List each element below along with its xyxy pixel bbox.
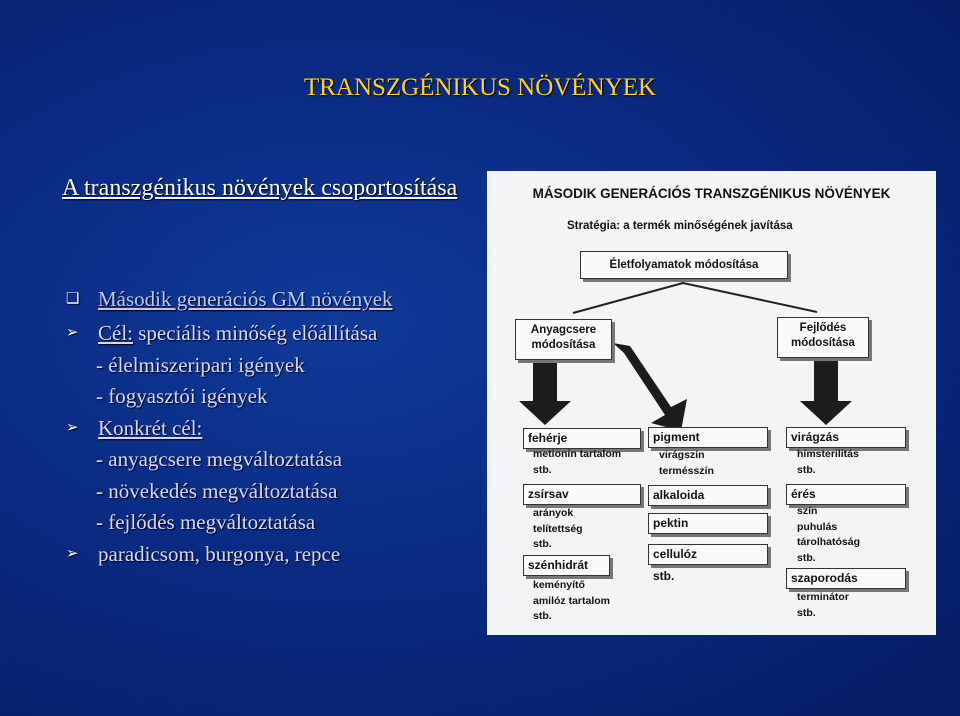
slide-title: TRANSZGÉNIKUS NÖVÉNYEK <box>303 74 657 101</box>
figure-title: MÁSODIK GENERÁCIÓS TRANSZGÉNIKUS NÖVÉNYEK <box>532 186 891 201</box>
list-item <box>66 318 476 350</box>
strategy-text: Stratégia: a termék minőségének javítása <box>567 220 793 232</box>
category-items <box>533 578 610 625</box>
metabolism-line-2: módosítása <box>531 339 596 351</box>
category-item: arányok <box>533 507 574 519</box>
list-item <box>66 507 476 539</box>
down-arrow-icon <box>519 361 571 425</box>
list-item-text: paradicsom, burgonya, repce <box>98 541 341 566</box>
list-item <box>66 476 476 508</box>
list-item-text: - fejlődés megváltoztatása <box>96 510 316 534</box>
arrow-bullet-icon: ➢ <box>66 545 79 562</box>
square-bullet-icon: ❑ <box>66 291 80 307</box>
arrow-bullet-icon: ➢ <box>66 325 79 341</box>
goal-text: speciális minőség előállítása <box>133 321 378 345</box>
category-items <box>533 506 583 553</box>
category-item: terminátor <box>797 591 849 603</box>
lifecycle-box: Életfolyamatok módosítása <box>580 251 788 279</box>
category-item: stb. <box>533 610 552 622</box>
section-title: A transzgénikus növények csoportosítása <box>62 175 458 201</box>
category-item: tárolhatóság <box>797 536 861 548</box>
classification-diagram <box>487 171 936 635</box>
list-item <box>66 444 476 476</box>
category-item: keményítő <box>533 579 585 591</box>
metabolism-box <box>515 319 612 360</box>
category-items <box>797 590 849 621</box>
category-items <box>797 504 860 566</box>
category-box: cellulóz <box>648 544 768 565</box>
list-item-text: Konkrét cél: <box>98 415 203 440</box>
category-box: alkaloida <box>648 485 768 506</box>
goal-label: Cél: <box>98 321 133 345</box>
category-box: érés <box>786 484 906 505</box>
category-item: stb. <box>797 551 816 564</box>
category-items <box>797 447 859 478</box>
list-item <box>66 350 476 382</box>
category-item: telítettség <box>533 522 583 535</box>
arrow-bullet-icon: ➢ <box>66 419 79 436</box>
down-arrow-icon <box>800 359 852 425</box>
category-item: termésszín <box>659 464 714 477</box>
category-item: puhulás <box>797 520 838 533</box>
development-box <box>777 317 869 358</box>
category-box: pektin <box>648 513 768 534</box>
category-item: stb. <box>653 569 675 583</box>
category-box: fehérje <box>523 428 641 449</box>
list-item-text: - élelmiszeripari igények <box>96 352 305 377</box>
category-items <box>659 448 714 479</box>
list-item <box>66 539 476 571</box>
category-item: stb. <box>533 463 552 476</box>
category-box: virágzás <box>786 427 906 448</box>
category-box: szaporodás <box>786 568 906 589</box>
list-item-text: - anyagcsere megváltoztatása <box>96 447 343 471</box>
list-item <box>66 413 476 445</box>
category-item: szín <box>797 505 818 517</box>
category-box: szénhidrát <box>523 555 610 576</box>
development-line-2: módosítása <box>791 337 855 349</box>
list-item-text: - fogyasztói igények <box>96 384 268 408</box>
list-item-text: - növekedés megváltoztatása <box>96 478 338 503</box>
diagonal-arrow-icon <box>613 343 687 431</box>
category-item: stb. <box>797 606 816 619</box>
list-item <box>66 381 476 413</box>
bullet-list <box>66 286 476 570</box>
list-item <box>66 286 476 312</box>
category-item: stb. <box>533 538 552 550</box>
category-item: metionin tartalom <box>533 448 622 460</box>
category-item: stb. <box>797 463 816 476</box>
category-box: pigment <box>648 427 768 448</box>
category-items <box>533 447 621 478</box>
metabolism-line-1: Anyagcsere <box>530 324 597 336</box>
development-line-1: Fejlődés <box>799 322 847 334</box>
category-item: virágszín <box>659 449 705 461</box>
list-item-text: Második generációs GM növények <box>98 287 393 311</box>
category-item: hímsterilitás <box>797 448 859 460</box>
category-box: zsírsav <box>523 484 641 505</box>
category-item: amilóz tartalom <box>533 594 611 607</box>
category-items <box>653 569 674 585</box>
list-item-text <box>66 318 476 350</box>
